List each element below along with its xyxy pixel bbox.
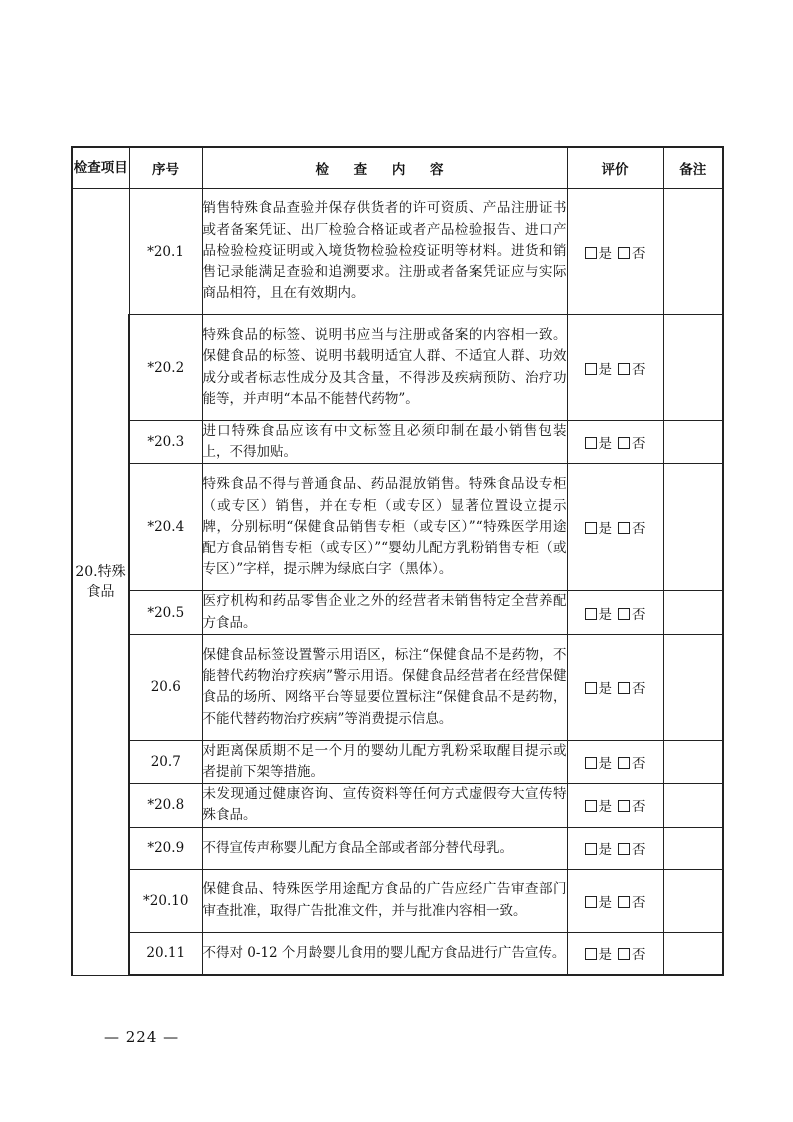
no-option[interactable]: [618, 838, 646, 858]
no-option[interactable]: [618, 752, 646, 772]
yes-option[interactable]: [585, 432, 613, 452]
seq-cell: *20.5: [129, 591, 202, 634]
yes-label: 是: [598, 894, 612, 911]
seq-cell: *20.1: [129, 189, 202, 315]
checkbox-icon[interactable]: [618, 608, 630, 620]
no-label: 否: [632, 799, 646, 816]
checkbox-icon[interactable]: [585, 247, 597, 259]
content-cell: 对距离保质期不足一个月的婴幼儿配方乳粉采取醒目提示或者提前下架等措施。: [202, 740, 567, 783]
no-label: 否: [632, 842, 646, 859]
no-option[interactable]: [618, 517, 646, 537]
page-number: — 224 —: [104, 1028, 180, 1046]
checkbox-icon[interactable]: [585, 896, 597, 908]
evaluation-cell: [567, 784, 663, 827]
note-cell: [663, 932, 723, 975]
category-cell: 20.特殊食品: [72, 189, 129, 976]
yes-label: 是: [598, 521, 612, 538]
checkbox-icon[interactable]: [618, 843, 630, 855]
no-label: 否: [632, 245, 646, 262]
content-cell: 特殊食品的标签、说明书应当与注册或备案的内容相一致。保健食品的标签、说明书载明适宜人群、不适宜人群、功效成分或者标志性成分及其含量，不得涉及疾病预防、治疗功能等，并声明“本品不能替代药物”。: [202, 315, 567, 421]
seq-cell: *20.4: [129, 464, 202, 591]
content-cell: 进口特殊食品应该有中文标签且必须印制在最小销售包装上，不得加贴。: [202, 421, 567, 464]
no-label: 否: [632, 606, 646, 623]
yes-label: 是: [598, 361, 612, 378]
evaluation-cell: [567, 869, 663, 932]
yes-option[interactable]: [585, 943, 613, 963]
evaluation-cell: [567, 591, 663, 634]
note-cell: [663, 827, 723, 869]
content-cell: 不得对 0-12 个月龄婴儿食用的婴儿配方食品进行广告宣传。: [202, 932, 567, 975]
yes-label: 是: [598, 842, 612, 859]
no-label: 否: [632, 947, 646, 964]
checkbox-icon[interactable]: [585, 522, 597, 534]
checkbox-icon[interactable]: [585, 682, 597, 694]
yes-option[interactable]: [585, 603, 613, 623]
checkbox-icon[interactable]: [585, 843, 597, 855]
seq-cell: *20.8: [129, 784, 202, 827]
header-note: 备注: [663, 147, 723, 189]
header-content: 检 查 内 容: [202, 147, 567, 189]
yes-label: 是: [598, 947, 612, 964]
no-option[interactable]: [618, 943, 646, 963]
seq-cell: *20.3: [129, 421, 202, 464]
no-option[interactable]: [618, 891, 646, 911]
yes-label: 是: [598, 245, 612, 262]
note-cell: [663, 869, 723, 932]
table-row: [72, 634, 723, 740]
note-cell: [663, 189, 723, 315]
checkbox-icon[interactable]: [585, 363, 597, 375]
evaluation-cell: [567, 189, 663, 315]
evaluation-cell: [567, 421, 663, 464]
evaluation-cell: [567, 932, 663, 975]
no-option[interactable]: [618, 677, 646, 697]
checkbox-icon[interactable]: [585, 948, 597, 960]
checkbox-icon[interactable]: [618, 363, 630, 375]
note-cell: [663, 784, 723, 827]
checkbox-icon[interactable]: [618, 896, 630, 908]
header-inspection-item: 检查项目: [72, 147, 129, 189]
content-cell: 特殊食品不得与普通食品、药品混放销售。特殊食品设专柜（或专区）销售，并在专柜（或专区）显著位置设立提示牌，分别标明“保健食品销售专柜（或专区）”“特殊医学用途配方食品销售专柜（或专区）”“婴幼儿配方乳粉销售专柜（或专区）”字样，提示牌为绿底白字（黑体）。: [202, 464, 567, 591]
no-label: 否: [632, 361, 646, 378]
no-option[interactable]: [618, 242, 646, 262]
table-row: [72, 740, 723, 783]
seq-cell: *20.10: [129, 869, 202, 932]
yes-option[interactable]: [585, 517, 613, 537]
header-evaluation: 评价: [567, 147, 663, 189]
no-label: 否: [632, 681, 646, 698]
header-seq: 序号: [129, 147, 202, 189]
yes-option[interactable]: [585, 242, 613, 262]
seq-cell: 20.6: [129, 634, 202, 740]
evaluation-cell: [567, 634, 663, 740]
content-cell: 不得宣传声称婴儿配方食品全部或者部分替代母乳。: [202, 827, 567, 869]
checkbox-icon[interactable]: [618, 437, 630, 449]
no-option[interactable]: [618, 795, 646, 815]
no-label: 否: [632, 894, 646, 911]
table-row: [72, 784, 723, 827]
yes-label: 是: [598, 799, 612, 816]
content-cell: 保健食品、特殊医学用途配方食品的广告应经广告审查部门审查批准，取得广告批准文件，并与批准内容相一致。: [202, 869, 567, 932]
header-row: [72, 147, 723, 189]
content-cell: 医疗机构和药品零售企业之外的经营者未销售特定全营养配方食品。: [202, 591, 567, 634]
yes-option[interactable]: [585, 677, 613, 697]
table-row: [72, 932, 723, 975]
checkbox-icon[interactable]: [585, 437, 597, 449]
note-cell: [663, 464, 723, 591]
table-row: [72, 464, 723, 591]
seq-cell: 20.11: [129, 932, 202, 975]
content-cell: 未发现通过健康咨询、宣传资料等任何方式虚假夸大宣传特殊食品。: [202, 784, 567, 827]
inspection-table: [71, 146, 724, 976]
checkbox-icon[interactable]: [585, 800, 597, 812]
seq-cell: *20.2: [129, 315, 202, 421]
note-cell: [663, 421, 723, 464]
note-cell: [663, 591, 723, 634]
evaluation-cell: [567, 464, 663, 591]
yes-label: 是: [598, 606, 612, 623]
table-row: [72, 421, 723, 464]
table-row: [72, 869, 723, 932]
no-label: 否: [632, 521, 646, 538]
evaluation-cell: [567, 315, 663, 421]
content-cell: 销售特殊食品查验并保存供货者的许可资质、产品注册证书或者备案凭证、出厂检验合格证或者产品检验报告、进口产品检验检疫证明或入境货物检验检疫证明等材料。进货和销售记录能满足查验和追溯要求。注册或者备案凭证应与实际商品相符，且在有效期内。: [202, 189, 567, 315]
yes-option[interactable]: [585, 358, 613, 378]
yes-option[interactable]: [585, 891, 613, 911]
no-label: 否: [632, 436, 646, 453]
yes-option[interactable]: [585, 752, 613, 772]
table-row: [72, 189, 723, 315]
table-row: [72, 315, 723, 421]
yes-label: 是: [598, 436, 612, 453]
seq-cell: *20.9: [129, 827, 202, 869]
no-option[interactable]: [618, 432, 646, 452]
table-row: [72, 591, 723, 634]
no-option[interactable]: [618, 603, 646, 623]
evaluation-cell: [567, 827, 663, 869]
note-cell: [663, 634, 723, 740]
checkbox-icon[interactable]: [618, 757, 630, 769]
no-label: 否: [632, 756, 646, 773]
seq-cell: 20.7: [129, 740, 202, 783]
note-cell: [663, 740, 723, 783]
content-cell: 保健食品标签设置警示用语区，标注“保健食品不是药物，不能替代药物治疗疾病”警示用语。保健食品经营者在经营保健食品的场所、网络平台等显要位置标注“保健食品不是药物，不能代替药物治疗疾病”等消费提示信息。: [202, 634, 567, 740]
evaluation-cell: [567, 740, 663, 783]
checkbox-icon[interactable]: [618, 247, 630, 259]
inspection-table-wrapper: [71, 146, 722, 976]
yes-option[interactable]: [585, 838, 613, 858]
no-option[interactable]: [618, 358, 646, 378]
checkbox-icon[interactable]: [585, 757, 597, 769]
table-row: [72, 827, 723, 869]
checkbox-icon[interactable]: [618, 522, 630, 534]
checkbox-icon[interactable]: [618, 682, 630, 694]
checkbox-icon[interactable]: [618, 800, 630, 812]
note-cell: [663, 315, 723, 421]
checkbox-icon[interactable]: [585, 608, 597, 620]
yes-label: 是: [598, 756, 612, 773]
yes-option[interactable]: [585, 795, 613, 815]
yes-label: 是: [598, 681, 612, 698]
checkbox-icon[interactable]: [618, 948, 630, 960]
